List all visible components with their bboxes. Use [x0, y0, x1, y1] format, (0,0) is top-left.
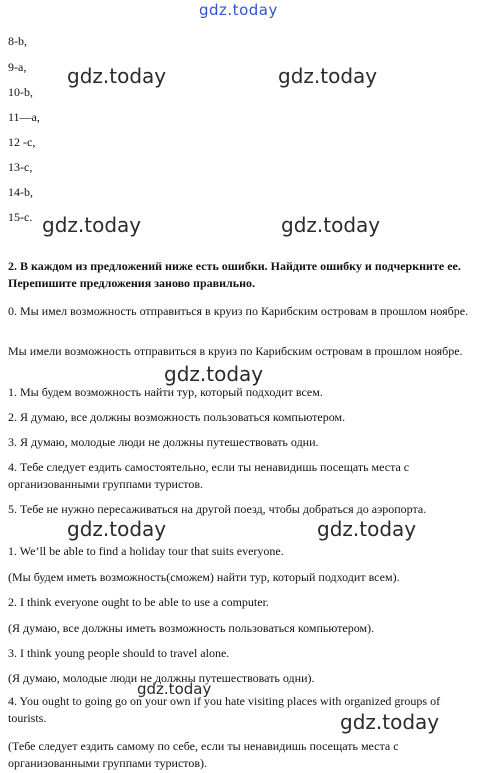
watermark: gdz.today — [67, 517, 167, 541]
en-answer: 2. I think everyone ought to be able to use a computer. — [8, 595, 269, 609]
ru-sentence: 1. Мы будем возможность найти тур, который подходит всем. — [8, 385, 323, 399]
en-translation: (Я думаю, все должны иметь возможность пользоваться компьютером). — [8, 621, 375, 635]
watermark: gdz.today — [137, 680, 212, 698]
answer-item: 15-c. — [8, 210, 33, 224]
ru-sentence: 2. Я думаю, все должны возможность пользоваться компьютером. — [8, 410, 346, 424]
en-translation: (Тебе следует ездить самому по себе, если ты ненавидишь посещать места с организованными группами туристов). — [8, 739, 399, 770]
watermark-top: gdz.today — [199, 1, 278, 19]
answer-item: 12 -c, — [8, 135, 36, 149]
answer-item: 11—a, — [8, 110, 40, 124]
watermark: gdz.today — [317, 517, 417, 541]
ru-sentence: 4. Тебе следует ездить самостоятельно, если ты ненавидишь посещать места с организованными группами туристов. — [8, 460, 410, 491]
answer-item: 10-b, — [8, 85, 33, 99]
en-answer: 3. I think young people should to travel alone. — [8, 646, 230, 660]
en-translation: (Я думаю, молодые люди не должны путешествовать одни). — [8, 671, 315, 685]
watermark: gdz.today — [67, 64, 167, 88]
answer-item: 13-c, — [8, 160, 33, 174]
watermark: gdz.today — [340, 710, 440, 734]
en-translation: (Мы будем иметь возможность(сможем) найти тур, который подходит всем). — [8, 570, 400, 584]
ru-sentence: 5. Тебе не нужно пересаживаться на другой поезд, чтобы добраться до аэропорта. — [8, 502, 427, 516]
watermark: gdz.today — [42, 213, 142, 237]
answer-item: 9-a, — [8, 60, 27, 74]
answer-item: 8-b, — [8, 34, 27, 48]
example-right: Мы имели возможность отправиться в круиз по Карибским островам в прошлом ноябре. — [8, 344, 463, 358]
watermark: gdz.today — [164, 362, 264, 386]
example-wrong: 0. Мы имел возможность отправиться в круиз по Карибским островам в прошлом ноябре. — [8, 304, 469, 318]
answer-item: 14-b, — [8, 185, 33, 199]
en-answer: 4. You ought to going go on your own if you hate visiting places with organized groups of tourists. — [8, 694, 441, 725]
watermark: gdz.today — [281, 213, 381, 237]
watermark: gdz.today — [278, 64, 378, 88]
ru-sentence: 3. Я думаю, молодые люди не должны путешествовать одни. — [8, 435, 319, 449]
en-answer: 1. We’ll be able to find a holiday tour that suits everyone. — [8, 544, 284, 558]
task-heading: 2. В каждом из предложений ниже есть ошибки. Найдите ошибку и подчеркните ее. Перепишите предложения заново правильно. — [8, 259, 461, 290]
